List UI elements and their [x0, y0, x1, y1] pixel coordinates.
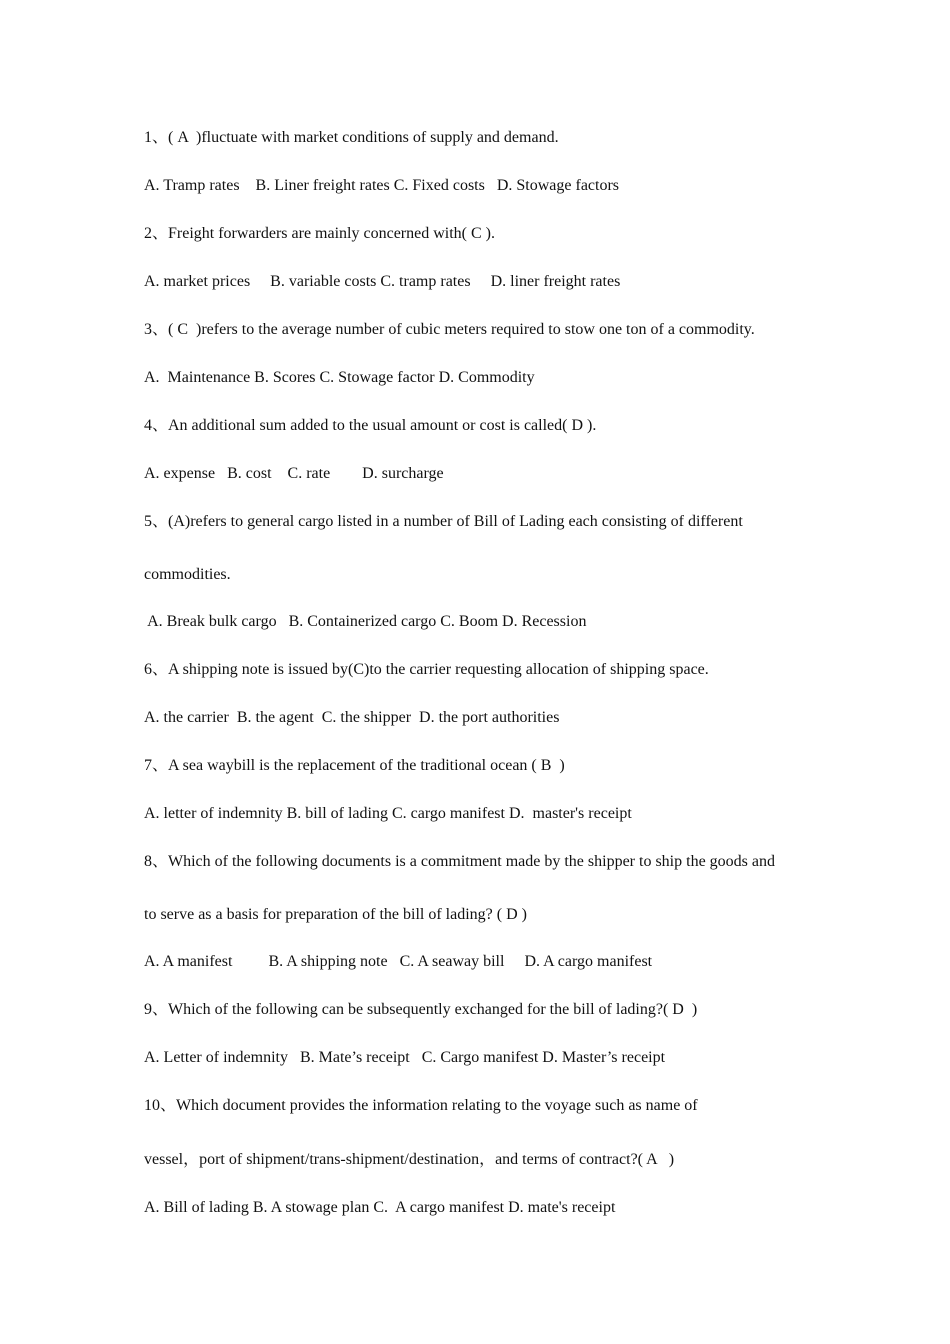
question-10-stem-continued: vessel，port of shipment/trans-shipment/destination，and terms of contract?( A ) — [144, 1151, 675, 1168]
question-9-options: A. Letter of indemnity B. Mate’s receipt C. Cargo manifest D. Master’s receipt — [144, 1049, 666, 1066]
question-6-stem: 6、A shipping note is issued by(C)to the carrier requesting allocation of shipping space. — [144, 661, 709, 678]
question-5-options: A. Break bulk cargo B. Containerized cargo C. Boom D. Recession — [144, 613, 587, 630]
question-9-stem: 9、Which of the following can be subsequently exchanged for the bill of lading?( D ) — [144, 1001, 698, 1018]
question-2-stem: 2、Freight forwarders are mainly concerned with( C ). — [144, 225, 495, 242]
question-8-stem-continued: to serve as a basis for preparation of the bill of lading? ( D ) — [144, 906, 527, 923]
question-7-stem: 7、A sea waybill is the replacement of the traditional ocean ( B ) — [144, 757, 565, 774]
question-3-stem: 3、( C )refers to the average number of cubic meters required to stow one ton of a commodity. — [144, 321, 755, 338]
question-1-options: A. Tramp rates B. Liner freight rates C. Fixed costs D. Stowage factors — [144, 177, 620, 194]
question-10-stem: 10、Which document provides the information relating to the voyage such as name of — [144, 1097, 698, 1114]
question-10-options: A. Bill of lading B. A stowage plan C. A cargo manifest D. mate's receipt — [144, 1199, 616, 1216]
question-8-options: A. A manifest B. A shipping note C. A seaway bill D. A cargo manifest — [144, 953, 653, 970]
question-5-stem-continued: commodities. — [144, 566, 231, 583]
question-4-stem: 4、An additional sum added to the usual amount or cost is called( D ). — [144, 417, 597, 434]
question-6-options: A. the carrier B. the agent C. the shipper D. the port authorities — [144, 709, 560, 726]
question-5-stem: 5、(A)refers to general cargo listed in a number of Bill of Lading each consisting of different — [144, 513, 743, 530]
question-7-options: A. letter of indemnity B. bill of lading C. cargo manifest D. master's receipt — [144, 805, 632, 822]
question-4-options: A. expense B. cost C. rate D. surcharge — [144, 465, 444, 482]
question-1-stem: 1、( A )fluctuate with market conditions of supply and demand. — [144, 129, 559, 146]
question-8-stem: 8、Which of the following documents is a commitment made by the shipper to ship the goods and — [144, 853, 775, 870]
question-2-options: A. market prices B. variable costs C. tramp rates D. liner freight rates — [144, 273, 621, 290]
question-3-options: A. Maintenance B. Scores C. Stowage factor D. Commodity — [144, 369, 535, 386]
